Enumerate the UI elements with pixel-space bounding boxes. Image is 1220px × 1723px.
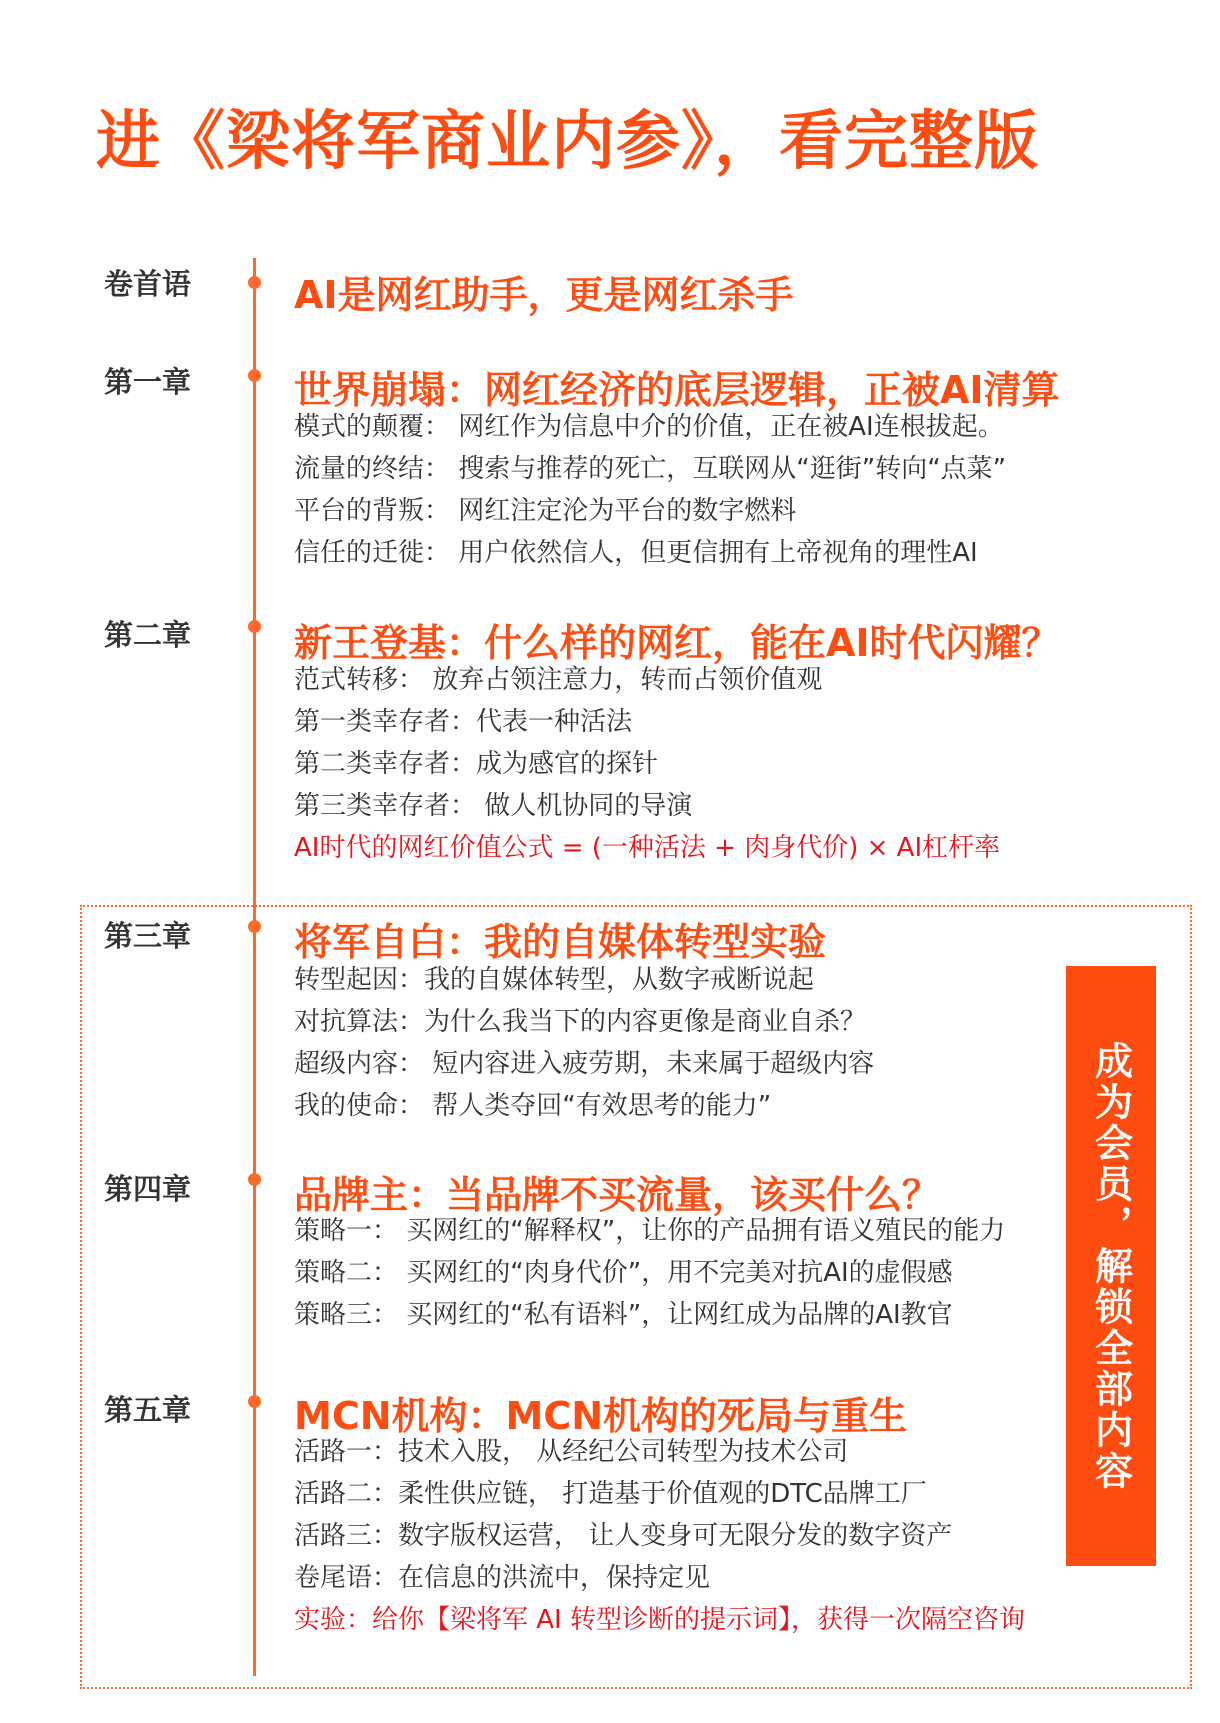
chapter-label: 第三章 xyxy=(104,919,192,953)
chapter-item: 第三类幸存者： 做人机协同的导演 xyxy=(294,791,693,821)
chapter-label: 第五章 xyxy=(104,1393,192,1427)
chapter-item: 策略二： 买网红的“肉身代价”，用不完美对抗AI的虚假感 xyxy=(294,1258,953,1288)
chapter-item: 平台的背叛： 网红注定沦为平台的数字燃料 xyxy=(294,496,797,526)
chapter-item: 第二类幸存者：成为感官的探针 xyxy=(294,749,659,779)
chapter-item: 卷尾语：在信息的洪流中，保持定见 xyxy=(294,1563,711,1593)
chapter-item: 活路二：柔性供应链， 打造基于价值观的DTC品牌工厂 xyxy=(294,1479,927,1509)
chapter-item: 对抗算法：为什么我当下的内容更像是商业自杀？ xyxy=(294,1007,867,1037)
chapter-item: 我的使命： 帮人类夺回“有效思考的能力” xyxy=(294,1091,772,1121)
chapter-item: 第一类幸存者：代表一种活法 xyxy=(294,707,633,737)
page-title: 进《梁将军商业内参》，看完整版 xyxy=(96,105,1039,179)
section-label: 卷首语 xyxy=(104,267,192,301)
chapter-heading: 品牌主：当品牌不买流量，该买什么？ xyxy=(294,1173,941,1217)
chapter-item: 流量的终结： 搜索与推荐的死亡，互联网从“逛街”转向“点菜” xyxy=(294,454,1007,484)
chapter-items xyxy=(294,959,874,1127)
chapter-items xyxy=(294,659,1000,869)
timeline-dot xyxy=(248,620,261,633)
timeline-dot xyxy=(248,920,261,933)
chapter-item: 超级内容： 短内容进入疲劳期，未来属于超级内容 xyxy=(294,1049,875,1079)
timeline-dot xyxy=(248,1395,261,1408)
chapter-heading: 世界崩塌：网红经济的底层逻辑，正被AI清算 xyxy=(294,368,1060,412)
chapter-heading: 新王登基：什么样的网红，能在AI时代闪耀？ xyxy=(294,621,1060,665)
become-member-label: 成为会员，解锁全部内容 xyxy=(1088,1040,1133,1492)
value-formula: AI时代的网红价值公式 = (一种活法 + 肉身代价) × AI杠杆率 xyxy=(294,833,1001,863)
chapter-item: 活路一：技术入股， 从经纪公司转型为技术公司 xyxy=(294,1437,849,1467)
chapter-item: 范式转移： 放弃占领注意力，转而占领价值观 xyxy=(294,665,823,695)
section-heading: AI是网红助手，更是网红杀手 xyxy=(294,273,794,317)
timeline-dot xyxy=(248,276,261,289)
chapter-item: 模式的颠覆： 网红作为信息中介的价值，正在被AI连根拔起。 xyxy=(294,412,1004,442)
chapter-item: 策略三： 买网红的“私有语料”，让网红成为品牌的AI教官 xyxy=(294,1300,953,1330)
chapter-item: 活路三：数字版权运营， 让人变身可无限分发的数字资产 xyxy=(294,1521,953,1551)
chapter-item: 信任的迁徙： 用户依然信人，但更信拥有上帝视角的理性AI xyxy=(294,538,978,568)
chapter-items xyxy=(294,1431,1025,1641)
chapter-items xyxy=(294,406,1006,574)
chapter-heading: 将军自白：我的自媒体转型实验 xyxy=(294,920,827,964)
become-member-button[interactable] xyxy=(1066,966,1156,1566)
timeline-dot xyxy=(248,369,261,382)
chapter-item: 策略一： 买网红的“解释权”，让你的产品拥有语义殖民的能力 xyxy=(294,1216,1006,1246)
chapter-items xyxy=(294,1210,1005,1336)
experiment-offer: 实验：给你【梁将军 AI 转型诊断的提示词】，获得一次隔空咨询 xyxy=(294,1605,1025,1635)
chapter-heading: MCN机构：MCN机构的死局与重生 xyxy=(294,1394,908,1438)
chapter-label: 第二章 xyxy=(104,618,192,652)
chapter-label: 第四章 xyxy=(104,1172,192,1206)
chapter-label: 第一章 xyxy=(104,365,192,399)
chapter-item: 转型起因：我的自媒体转型，从数字戒断说起 xyxy=(294,965,815,995)
timeline-dot xyxy=(248,1173,261,1186)
